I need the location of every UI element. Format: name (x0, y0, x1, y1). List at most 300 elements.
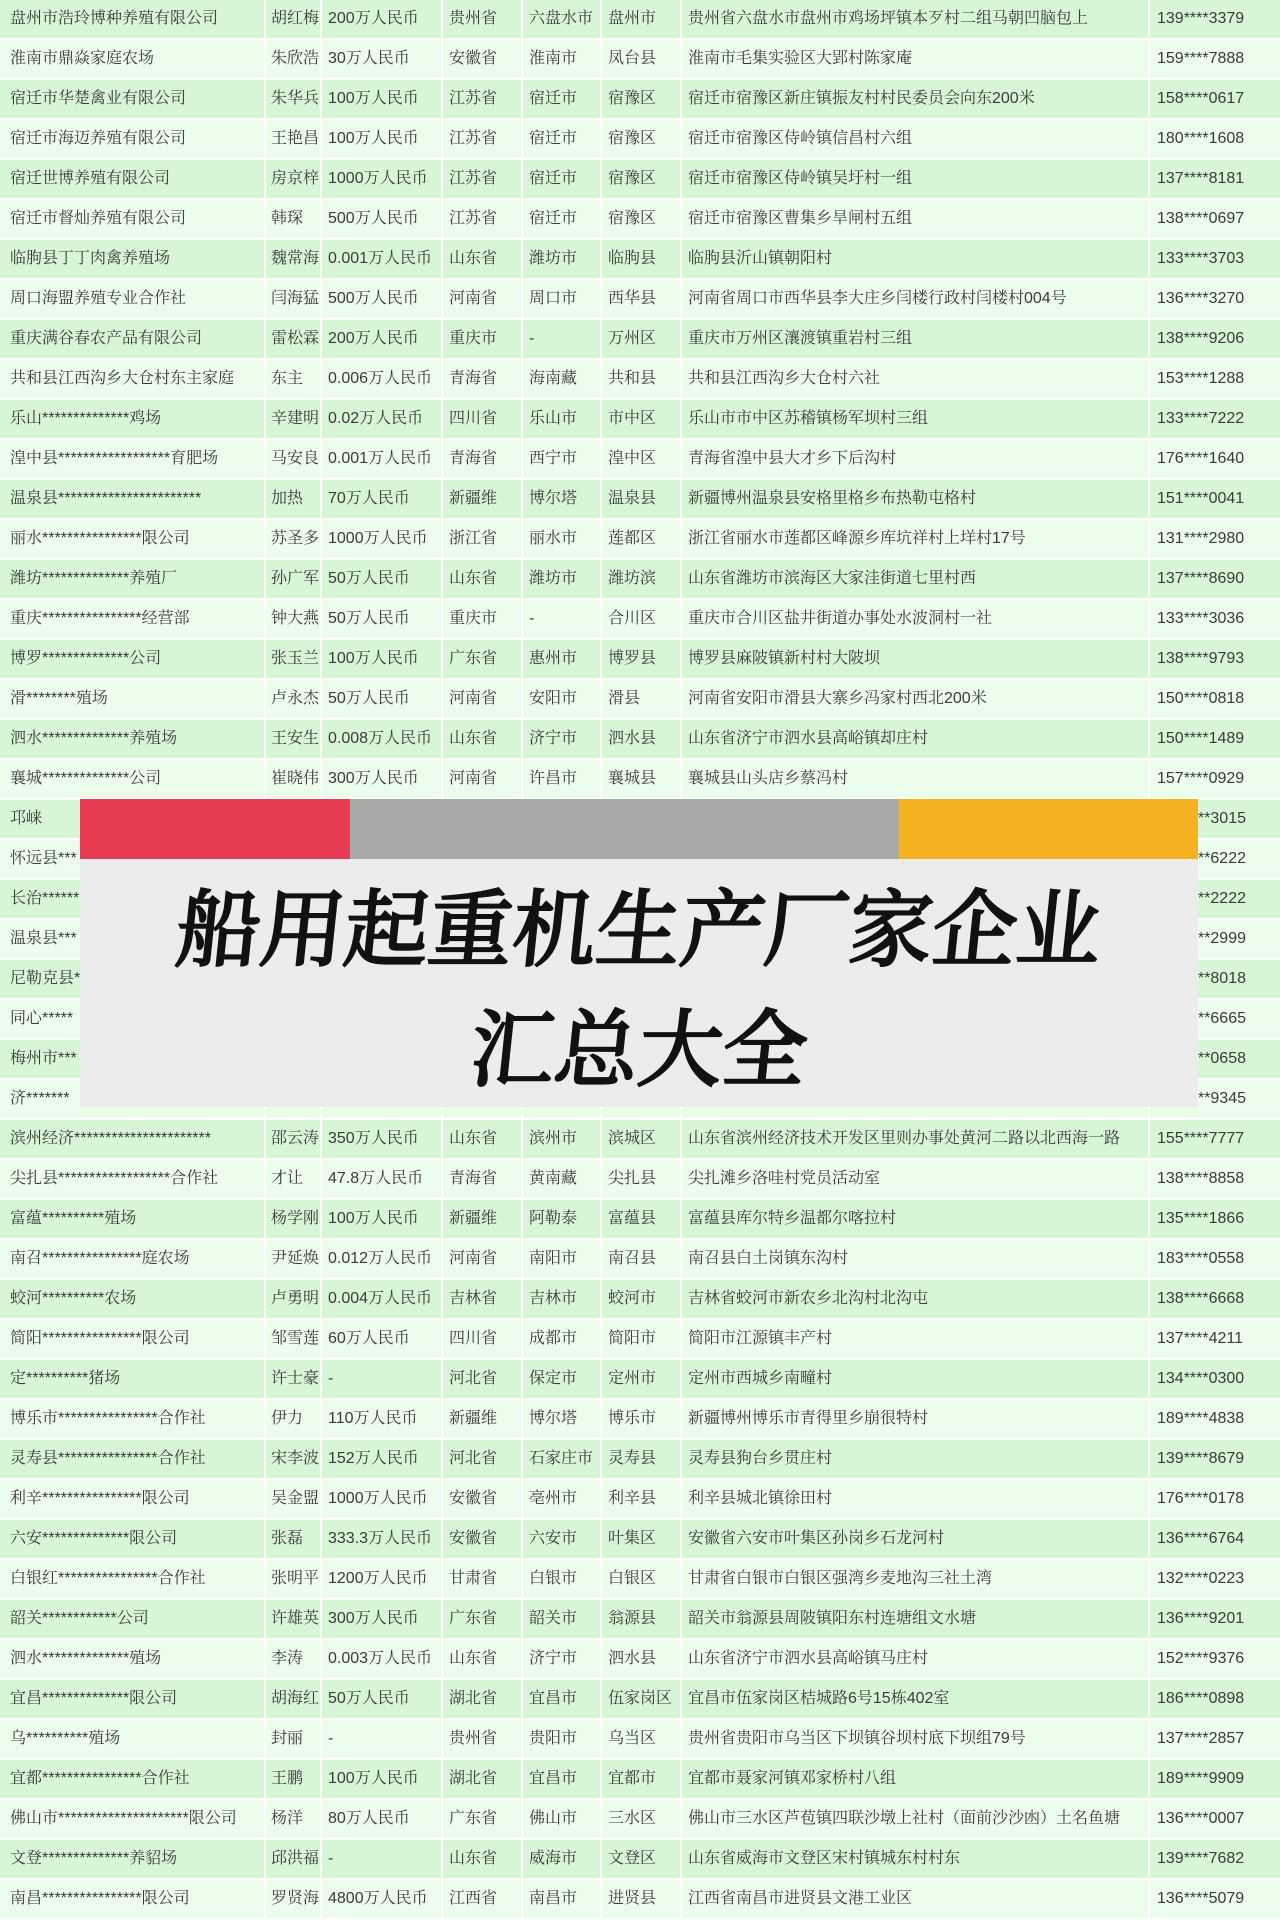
district-cell: 尖扎县 (602, 1160, 682, 1200)
city-cell: 韶关市 (523, 1600, 602, 1640)
address-cell: 重庆市万州区瀼渡镇重岩村三组 (682, 320, 1150, 360)
company-name-cell: 南昌****************限公司 (0, 1880, 266, 1920)
company-name-cell: 宿迁世博养殖有限公司 (0, 160, 266, 200)
banner-title-line-2: 汇总大全 (465, 1001, 813, 1099)
phone-cell: 159****7888 (1150, 40, 1280, 80)
phone-cell: 138****9793 (1150, 640, 1280, 680)
district-cell: 宿豫区 (602, 200, 682, 240)
district-cell: 翁源县 (602, 1600, 682, 1640)
company-name-cell: 尼勒克县* (0, 960, 266, 1000)
registered-capital-cell: 4800万人民币 (322, 1880, 443, 1920)
table-row (0, 1640, 1280, 1680)
legal-person-cell: 雷松霖 (266, 320, 322, 360)
registered-capital-cell: 350万人民币 (322, 1120, 443, 1160)
legal-person-cell: 钟大燕 (266, 600, 322, 640)
phone-cell: 139****8679 (1150, 1440, 1280, 1480)
table-row (0, 600, 1280, 640)
district-cell: 蛟河市 (602, 1280, 682, 1320)
registered-capital-cell: 0.004万人民币 (322, 1280, 443, 1320)
table-row (0, 80, 1280, 120)
legal-person-cell: 孙广军 (266, 560, 322, 600)
city-cell: 丽水市 (523, 520, 602, 560)
phone-cell: 158****0617 (1150, 80, 1280, 120)
table-row (0, 1280, 1280, 1320)
registered-capital-cell: 0.02万人民币 (322, 400, 443, 440)
city-cell: 石家庄市 (523, 1440, 602, 1480)
table-row (0, 1200, 1280, 1240)
table-row (0, 1400, 1280, 1440)
banner-stripe-yellow (899, 799, 1198, 859)
legal-person-cell: 张明平 (266, 1560, 322, 1600)
company-name-cell: 重庆满谷春农产品有限公司 (0, 320, 266, 360)
banner-stripe-gray (350, 799, 899, 859)
registered-capital-cell: 100万人民币 (322, 120, 443, 160)
address-cell: 乐山市市中区苏稽镇杨军坝村三组 (682, 400, 1150, 440)
city-cell: 济宁市 (523, 720, 602, 760)
province-cell: 浙江省 (443, 520, 523, 560)
district-cell: 定州市 (602, 1360, 682, 1400)
province-cell: 四川省 (443, 1320, 523, 1360)
phone-cell: 133****3036 (1150, 600, 1280, 640)
registered-capital-cell: 0.001万人民币 (322, 240, 443, 280)
company-name-cell: 滨州经济********************** (0, 1120, 266, 1160)
company-name-cell: 怀远县*** (0, 840, 266, 880)
address-cell: 定州市西城乡南疃村 (682, 1360, 1150, 1400)
district-cell: 湟中区 (602, 440, 682, 480)
district-cell: 富蕴县 (602, 1200, 682, 1240)
company-name-cell: 周口海盟养殖专业合作社 (0, 280, 266, 320)
company-name-cell: 同心***** (0, 1000, 266, 1040)
address-cell: 临朐县沂山镇朝阳村 (682, 240, 1150, 280)
phone-cell: **3015 (1150, 800, 1280, 840)
district-cell: 合川区 (602, 600, 682, 640)
company-name-cell: 临朐县丁丁肉禽养殖场 (0, 240, 266, 280)
city-cell: 宜昌市 (523, 1680, 602, 1720)
province-cell: 青海省 (443, 440, 523, 480)
phone-cell: 189****4838 (1150, 1400, 1280, 1440)
address-cell: 河南省安阳市滑县大寨乡冯家村西北200米 (682, 680, 1150, 720)
province-cell: 青海省 (443, 1160, 523, 1200)
phone-cell: 136****9201 (1150, 1600, 1280, 1640)
legal-person-cell: 张玉兰 (266, 640, 322, 680)
registered-capital-cell: 80万人民币 (322, 1800, 443, 1840)
address-cell: 青海省湟中县大才乡下后沟村 (682, 440, 1150, 480)
registered-capital-cell: 50万人民币 (322, 1680, 443, 1720)
province-cell: 河南省 (443, 1240, 523, 1280)
company-name-cell: 乐山**************鸡场 (0, 400, 266, 440)
banner-title-line-1: 船用起重机生产厂家企业 (171, 881, 1107, 979)
phone-cell: 136****0007 (1150, 1800, 1280, 1840)
registered-capital-cell: 100万人民币 (322, 80, 443, 120)
table-row (0, 1720, 1280, 1760)
banner-stripe-red (80, 799, 350, 859)
phone-cell: 135****1866 (1150, 1200, 1280, 1240)
legal-person-cell: 邵云涛 (266, 1120, 322, 1160)
city-cell: 六盘水市 (523, 0, 602, 40)
table-row (0, 40, 1280, 80)
phone-cell: 133****3703 (1150, 240, 1280, 280)
phone-cell: 136****3270 (1150, 280, 1280, 320)
address-cell: 共和县江西沟乡大仓村六社 (682, 360, 1150, 400)
district-cell: 泗水县 (602, 720, 682, 760)
phone-cell: 189****9909 (1150, 1760, 1280, 1800)
table-row (0, 1880, 1280, 1920)
legal-person-cell: 闫海猛 (266, 280, 322, 320)
district-cell: 温泉县 (602, 480, 682, 520)
district-cell: 宿豫区 (602, 80, 682, 120)
table-row (0, 760, 1280, 800)
district-cell: 襄城县 (602, 760, 682, 800)
legal-person-cell: 许士豪 (266, 1360, 322, 1400)
company-name-cell: 文登**************养貂场 (0, 1840, 266, 1880)
company-name-cell: 乌**********殖场 (0, 1720, 266, 1760)
phone-cell: 138****0697 (1150, 200, 1280, 240)
city-cell: 黄南藏 (523, 1160, 602, 1200)
province-cell: 重庆市 (443, 600, 523, 640)
address-cell: 山东省济宁市泗水县高峪镇却庄村 (682, 720, 1150, 760)
legal-person-cell: 张磊 (266, 1520, 322, 1560)
company-name-cell: 灵寿县****************合作社 (0, 1440, 266, 1480)
city-cell: 海南藏 (523, 360, 602, 400)
table-row (0, 480, 1280, 520)
company-name-cell: 邛崃 (0, 800, 266, 840)
address-cell: 宿迁市宿豫区曹集乡旱闸村五组 (682, 200, 1150, 240)
city-cell: 安阳市 (523, 680, 602, 720)
phone-cell: 176****0178 (1150, 1480, 1280, 1520)
province-cell: 山东省 (443, 1640, 523, 1680)
table-row (0, 520, 1280, 560)
registered-capital-cell: 152万人民币 (322, 1440, 443, 1480)
province-cell: 安徽省 (443, 1520, 523, 1560)
district-cell: 进贤县 (602, 1880, 682, 1920)
city-cell: 博尔塔 (523, 1400, 602, 1440)
company-name-cell: 佛山市*********************限公司 (0, 1800, 266, 1840)
phone-cell: 138****8858 (1150, 1160, 1280, 1200)
province-cell: 新疆维 (443, 1400, 523, 1440)
city-cell: 淮南市 (523, 40, 602, 80)
table-row (0, 1520, 1280, 1560)
registered-capital-cell: 1000万人民币 (322, 520, 443, 560)
legal-person-cell: 卢永杰 (266, 680, 322, 720)
district-cell: 叶集区 (602, 1520, 682, 1560)
city-cell: 南昌市 (523, 1880, 602, 1920)
province-cell: 广东省 (443, 1800, 523, 1840)
registered-capital-cell: 333.3万人民币 (322, 1520, 443, 1560)
city-cell: 白银市 (523, 1560, 602, 1600)
title-banner (80, 799, 1198, 1107)
table-row (0, 720, 1280, 760)
address-cell: 山东省威海市文登区宋村镇城东村村东 (682, 1840, 1150, 1880)
legal-person-cell: 罗贤海 (266, 1880, 322, 1920)
district-cell: 万州区 (602, 320, 682, 360)
district-cell: 共和县 (602, 360, 682, 400)
company-name-cell: 温泉县*** (0, 920, 266, 960)
district-cell: 凤台县 (602, 40, 682, 80)
company-name-cell: 淮南市鼎焱家庭农场 (0, 40, 266, 80)
address-cell: 贵州省贵阳市乌当区下坝镇谷坝村底下坝组79号 (682, 1720, 1150, 1760)
phone-cell: 136****6764 (1150, 1520, 1280, 1560)
table-row (0, 280, 1280, 320)
legal-person-cell: 韩琛 (266, 200, 322, 240)
company-name-cell: 滑********殖场 (0, 680, 266, 720)
legal-person-cell: 朱华兵 (266, 80, 322, 120)
registered-capital-cell: - (322, 1840, 443, 1880)
phone-cell: 180****1608 (1150, 120, 1280, 160)
legal-person-cell: 胡红梅 (266, 0, 322, 40)
company-name-cell: 博罗**************公司 (0, 640, 266, 680)
city-cell: 阿勒泰 (523, 1200, 602, 1240)
city-cell: 贵阳市 (523, 1720, 602, 1760)
city-cell: 成都市 (523, 1320, 602, 1360)
registered-capital-cell: 100万人民币 (322, 1200, 443, 1240)
province-cell: 四川省 (443, 400, 523, 440)
registered-capital-cell: 100万人民币 (322, 640, 443, 680)
registered-capital-cell: 1000万人民币 (322, 1480, 443, 1520)
city-cell: 潍坊市 (523, 240, 602, 280)
address-cell: 吉林省蛟河市新农乡北沟村北沟屯 (682, 1280, 1150, 1320)
province-cell: 山东省 (443, 560, 523, 600)
province-cell: 江苏省 (443, 120, 523, 160)
phone-cell: 132****0223 (1150, 1560, 1280, 1600)
legal-person-cell: 东主 (266, 360, 322, 400)
city-cell: 周口市 (523, 280, 602, 320)
phone-cell: **2999 (1150, 920, 1280, 960)
company-name-cell: 韶关************公司 (0, 1600, 266, 1640)
company-name-cell: 共和县江西沟乡大仓村东主家庭 (0, 360, 266, 400)
registered-capital-cell: 0.001万人民币 (322, 440, 443, 480)
address-cell: 山东省济宁市泗水县高峪镇马庄村 (682, 1640, 1150, 1680)
city-cell: 滨州市 (523, 1120, 602, 1160)
legal-person-cell: 卢勇明 (266, 1280, 322, 1320)
city-cell: 六安市 (523, 1520, 602, 1560)
company-name-cell: 宿迁市华楚禽业有限公司 (0, 80, 266, 120)
city-cell: 乐山市 (523, 400, 602, 440)
city-cell: 惠州市 (523, 640, 602, 680)
province-cell: 江西省 (443, 1880, 523, 1920)
province-cell: 吉林省 (443, 1280, 523, 1320)
legal-person-cell: 王鹏 (266, 1760, 322, 1800)
address-cell: 宜昌市伍家岗区桔城路6号15栋402室 (682, 1680, 1150, 1720)
table-row (0, 1320, 1280, 1360)
phone-cell: 138****6668 (1150, 1280, 1280, 1320)
table-row (0, 320, 1280, 360)
city-cell: 西宁市 (523, 440, 602, 480)
legal-person-cell: 吴金盟 (266, 1480, 322, 1520)
legal-person-cell: 苏圣多 (266, 520, 322, 560)
district-cell: 宿豫区 (602, 160, 682, 200)
company-name-cell: 南召****************庭农场 (0, 1240, 266, 1280)
company-name-cell: 蛟河**********农场 (0, 1280, 266, 1320)
district-cell: 伍家岗区 (602, 1680, 682, 1720)
province-cell: 山东省 (443, 720, 523, 760)
province-cell: 山东省 (443, 240, 523, 280)
legal-person-cell: 辛建明 (266, 400, 322, 440)
registered-capital-cell: 30万人民币 (322, 40, 443, 80)
address-cell: 宜都市聂家河镇邓家桥村八组 (682, 1760, 1150, 1800)
legal-person-cell: 房京梓 (266, 160, 322, 200)
district-cell: 盘州市 (602, 0, 682, 40)
city-cell: 保定市 (523, 1360, 602, 1400)
registered-capital-cell: 500万人民币 (322, 200, 443, 240)
legal-person-cell: 杨学刚 (266, 1200, 322, 1240)
phone-cell: 136****5079 (1150, 1880, 1280, 1920)
table-row (0, 1760, 1280, 1800)
city-cell: 南阳市 (523, 1240, 602, 1280)
legal-person-cell: 王安生 (266, 720, 322, 760)
city-cell: 宿迁市 (523, 120, 602, 160)
phone-cell: 153****1288 (1150, 360, 1280, 400)
district-cell: 利辛县 (602, 1480, 682, 1520)
address-cell: 新疆博州温泉县安格里格乡布热勒屯格村 (682, 480, 1150, 520)
phone-cell: **6222 (1150, 840, 1280, 880)
registered-capital-cell: 500万人民币 (322, 280, 443, 320)
city-cell: 亳州市 (523, 1480, 602, 1520)
legal-person-cell: 李涛 (266, 1640, 322, 1680)
registered-capital-cell: - (322, 1360, 443, 1400)
district-cell: 博乐市 (602, 1400, 682, 1440)
registered-capital-cell: 200万人民币 (322, 320, 443, 360)
table-row (0, 1680, 1280, 1720)
phone-cell: 155****7777 (1150, 1120, 1280, 1160)
company-name-cell: 宜都****************合作社 (0, 1760, 266, 1800)
province-cell: 河北省 (443, 1360, 523, 1400)
phone-cell: 151****0041 (1150, 480, 1280, 520)
legal-person-cell: 崔晓伟 (266, 760, 322, 800)
district-cell: 泗水县 (602, 1640, 682, 1680)
phone-cell: 150****1489 (1150, 720, 1280, 760)
address-cell: 宿迁市宿豫区侍岭镇信昌村六组 (682, 120, 1150, 160)
address-cell: 尖扎滩乡洛哇村党员活动室 (682, 1160, 1150, 1200)
registered-capital-cell: 47.8万人民币 (322, 1160, 443, 1200)
company-name-cell: 利辛****************限公司 (0, 1480, 266, 1520)
city-cell: 济宁市 (523, 1640, 602, 1680)
registered-capital-cell: 200万人民币 (322, 0, 443, 40)
province-cell: 河南省 (443, 280, 523, 320)
phone-cell: 139****3379 (1150, 0, 1280, 40)
address-cell: 佛山市三水区芦苞镇四联沙墩上社村（面前沙沙凼）土名鱼塘 (682, 1800, 1150, 1840)
phone-cell: **0658 (1150, 1040, 1280, 1080)
city-cell: 宿迁市 (523, 80, 602, 120)
address-cell: 博罗县麻陂镇新村村大陂坝 (682, 640, 1150, 680)
address-cell: 襄城县山头店乡蔡冯村 (682, 760, 1150, 800)
company-name-cell: 襄城**************公司 (0, 760, 266, 800)
district-cell: 三水区 (602, 1800, 682, 1840)
banner-panel (80, 859, 1198, 1107)
province-cell: 河南省 (443, 760, 523, 800)
address-cell: 富蕴县库尔特乡温都尔喀拉村 (682, 1200, 1150, 1240)
table-row (0, 240, 1280, 280)
table-row (0, 640, 1280, 680)
legal-person-cell: 伊力 (266, 1400, 322, 1440)
company-name-cell: 温泉县*********************** (0, 480, 266, 520)
city-cell: 佛山市 (523, 1800, 602, 1840)
registered-capital-cell: 300万人民币 (322, 760, 443, 800)
registered-capital-cell: 70万人民币 (322, 480, 443, 520)
district-cell: 潍坊滨 (602, 560, 682, 600)
province-cell: 新疆维 (443, 1200, 523, 1240)
company-name-cell: 宜昌**************限公司 (0, 1680, 266, 1720)
address-cell: 河南省周口市西华县李大庄乡闫楼行政村闫楼村004号 (682, 280, 1150, 320)
table-row (0, 160, 1280, 200)
legal-person-cell: 魏常海 (266, 240, 322, 280)
phone-cell: 137****2857 (1150, 1720, 1280, 1760)
phone-cell: **9345 (1150, 1080, 1280, 1120)
legal-person-cell: 朱欣浩 (266, 40, 322, 80)
company-name-cell: 泗水**************养殖场 (0, 720, 266, 760)
table-row (0, 1560, 1280, 1600)
table-row (0, 0, 1280, 40)
district-cell: 滨城区 (602, 1120, 682, 1160)
legal-person-cell: 邱洪福 (266, 1840, 322, 1880)
phone-cell: 150****0818 (1150, 680, 1280, 720)
address-cell: 重庆市合川区盐井街道办事处水波洞村一社 (682, 600, 1150, 640)
province-cell: 山东省 (443, 1120, 523, 1160)
table-row (0, 1120, 1280, 1160)
phone-cell: 176****1640 (1150, 440, 1280, 480)
phone-cell: 157****0929 (1150, 760, 1280, 800)
province-cell: 山东省 (443, 1840, 523, 1880)
address-cell: 宿迁市宿豫区新庄镇振友村村民委员会向东200米 (682, 80, 1150, 120)
company-name-cell: 宿迁市督灿养殖有限公司 (0, 200, 266, 240)
legal-person-cell: 王艳昌 (266, 120, 322, 160)
registered-capital-cell: 60万人民币 (322, 1320, 443, 1360)
phone-cell: 137****8690 (1150, 560, 1280, 600)
city-cell: 宿迁市 (523, 200, 602, 240)
city-cell: 潍坊市 (523, 560, 602, 600)
district-cell: 博罗县 (602, 640, 682, 680)
company-name-cell: 定**********猪场 (0, 1360, 266, 1400)
company-name-cell: 盘州市浩玲博种养殖有限公司 (0, 0, 266, 40)
registered-capital-cell: 0.012万人民币 (322, 1240, 443, 1280)
registered-capital-cell: 0.006万人民币 (322, 360, 443, 400)
province-cell: 湖北省 (443, 1680, 523, 1720)
address-cell: 灵寿县狗台乡贯庄村 (682, 1440, 1150, 1480)
legal-person-cell: 杨洋 (266, 1800, 322, 1840)
phone-cell: **8018 (1150, 960, 1280, 1000)
province-cell: 江苏省 (443, 200, 523, 240)
city-cell: 许昌市 (523, 760, 602, 800)
district-cell: 白银区 (602, 1560, 682, 1600)
registered-capital-cell: 100万人民币 (322, 1760, 443, 1800)
district-cell: 宿豫区 (602, 120, 682, 160)
city-cell: 威海市 (523, 1840, 602, 1880)
province-cell: 江苏省 (443, 80, 523, 120)
phone-cell: 133****7222 (1150, 400, 1280, 440)
table-row (0, 1480, 1280, 1520)
phone-cell: 134****0300 (1150, 1360, 1280, 1400)
table-row (0, 1800, 1280, 1840)
registered-capital-cell: 50万人民币 (322, 600, 443, 640)
province-cell: 江苏省 (443, 160, 523, 200)
province-cell: 广东省 (443, 1600, 523, 1640)
city-cell: 宿迁市 (523, 160, 602, 200)
address-cell: 宿迁市宿豫区侍岭镇吴圩村一组 (682, 160, 1150, 200)
city-cell: 吉林市 (523, 1280, 602, 1320)
registered-capital-cell: 0.003万人民币 (322, 1640, 443, 1680)
table-row (0, 440, 1280, 480)
phone-cell: 139****7682 (1150, 1840, 1280, 1880)
legal-person-cell: 胡海红 (266, 1680, 322, 1720)
company-name-cell: 潍坊**************养殖厂 (0, 560, 266, 600)
district-cell: 滑县 (602, 680, 682, 720)
company-name-cell: 白银红****************合作社 (0, 1560, 266, 1600)
company-name-cell: 尖扎县******************合作社 (0, 1160, 266, 1200)
company-name-cell: 简阳****************限公司 (0, 1320, 266, 1360)
registered-capital-cell: 1000万人民币 (322, 160, 443, 200)
district-cell: 市中区 (602, 400, 682, 440)
registered-capital-cell: 50万人民币 (322, 680, 443, 720)
table-row (0, 360, 1280, 400)
